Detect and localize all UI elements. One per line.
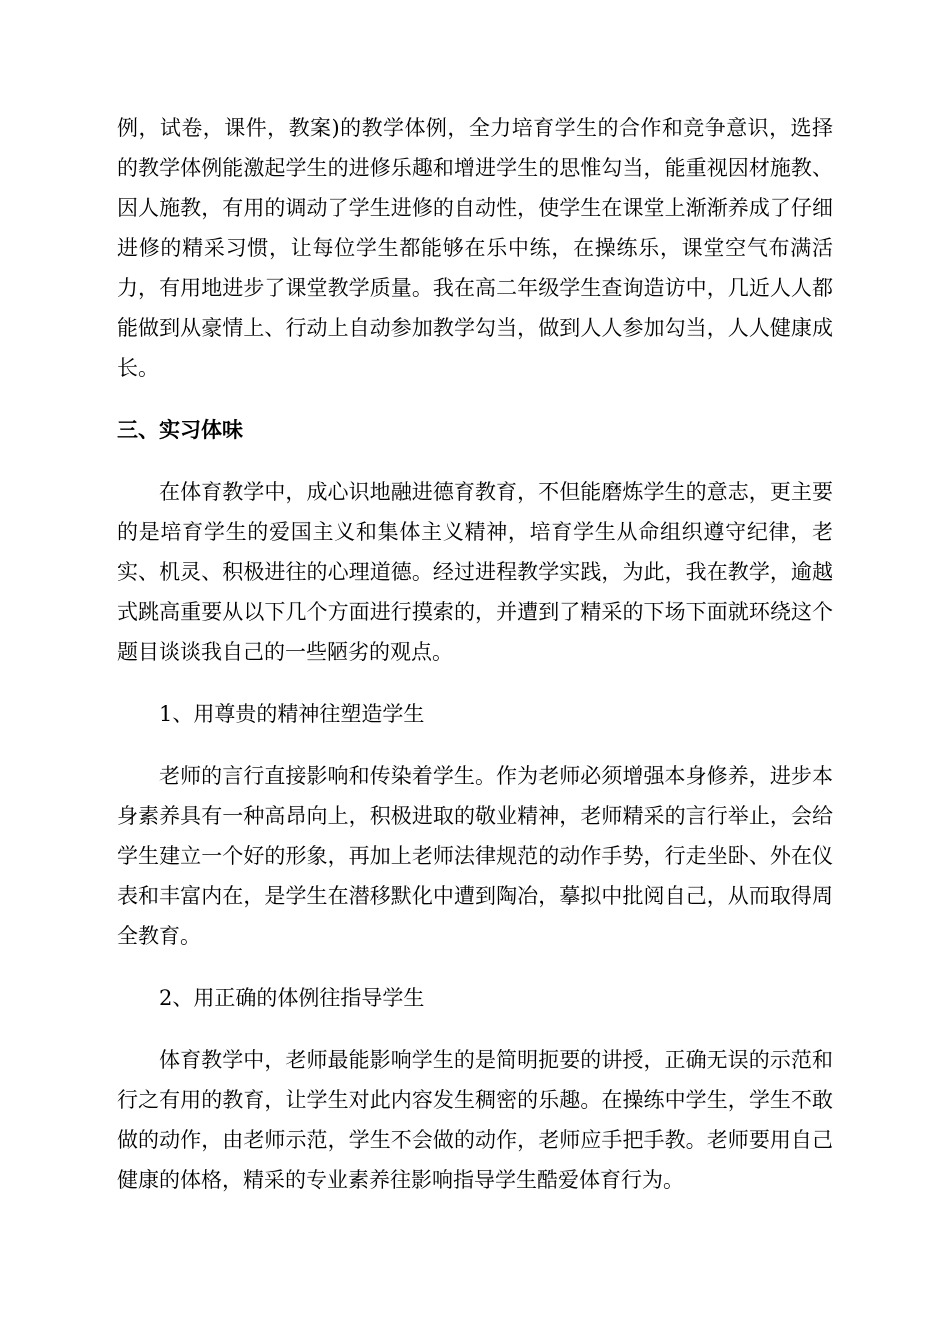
subheading-correct-methods: 2、用正确的体例往指导学生 [159, 986, 425, 1010]
section-heading-internship-experience: 三、实习体味 [117, 418, 243, 442]
paragraph-moral-education: 在体育教学中，成心识地融进德育教育，不但能磨炼学生的意志，更主要的是培育学生的爱国主义和集体主义精神，培育学生从命组织遵守纪律，老实、机灵、积极进往的心理道德。经过进程教学实践，为此，我在教学，逾越式跳高重要从以下几个方面进行摸索的，并遭到了精采的下场下面就环绕这个题目谈谈我自己的一些陋劣的观点。 [117, 480, 833, 664]
document-page [117, 108, 833, 1200]
subheading-noble-spirit: 1、用尊贵的精神往塑造学生 [159, 702, 425, 726]
paragraph-pe-instruction: 体育教学中，老师最能影响学生的是简明扼要的讲授，正确无误的示范和行之有用的教育，让学生对此内容发生稠密的乐趣。在操练中学生，学生不敢做的动作，由老师示范，学生不会做的动作，老师应手把手教。老师要用自己健康的体格，精采的专业素养往影响指导学生酷爱体育行为。 [117, 1048, 833, 1192]
paragraph-teacher-conduct: 老师的言行直接影响和传染着学生。作为老师必须增强本身修养，进步本身素养具有一种高昂向上，积极进取的敬业精神，老师精采的言行举止，会给学生建立一个好的形象，再加上老师法律规范的动作手势，行走坐卧、外在仪表和丰富内在，是学生在潜移默化中遭到陶冶，摹拟中批阅自己，从而取得周全教育。 [117, 764, 833, 948]
paragraph-teaching-methods: 例，试卷，课件，教案)的教学体例，全力培育学生的合作和竞争意识，选择的教学体例能激起学生的进修乐趣和增进学生的思惟勾当，能重视因材施教、因人施教，有用的调动了学生进修的自动性，使学生在课堂上渐渐养成了仔细进修的精采习惯，让每位学生都能够在乐中练，在操练乐，课堂空气布满活力，有用地进步了课堂教学质量。我在高二年级学生查询造访中，几近人人都能做到从豪情上、行动上自动参加教学勾当，做到人人参加勾当，人人健康成长。 [117, 116, 833, 380]
